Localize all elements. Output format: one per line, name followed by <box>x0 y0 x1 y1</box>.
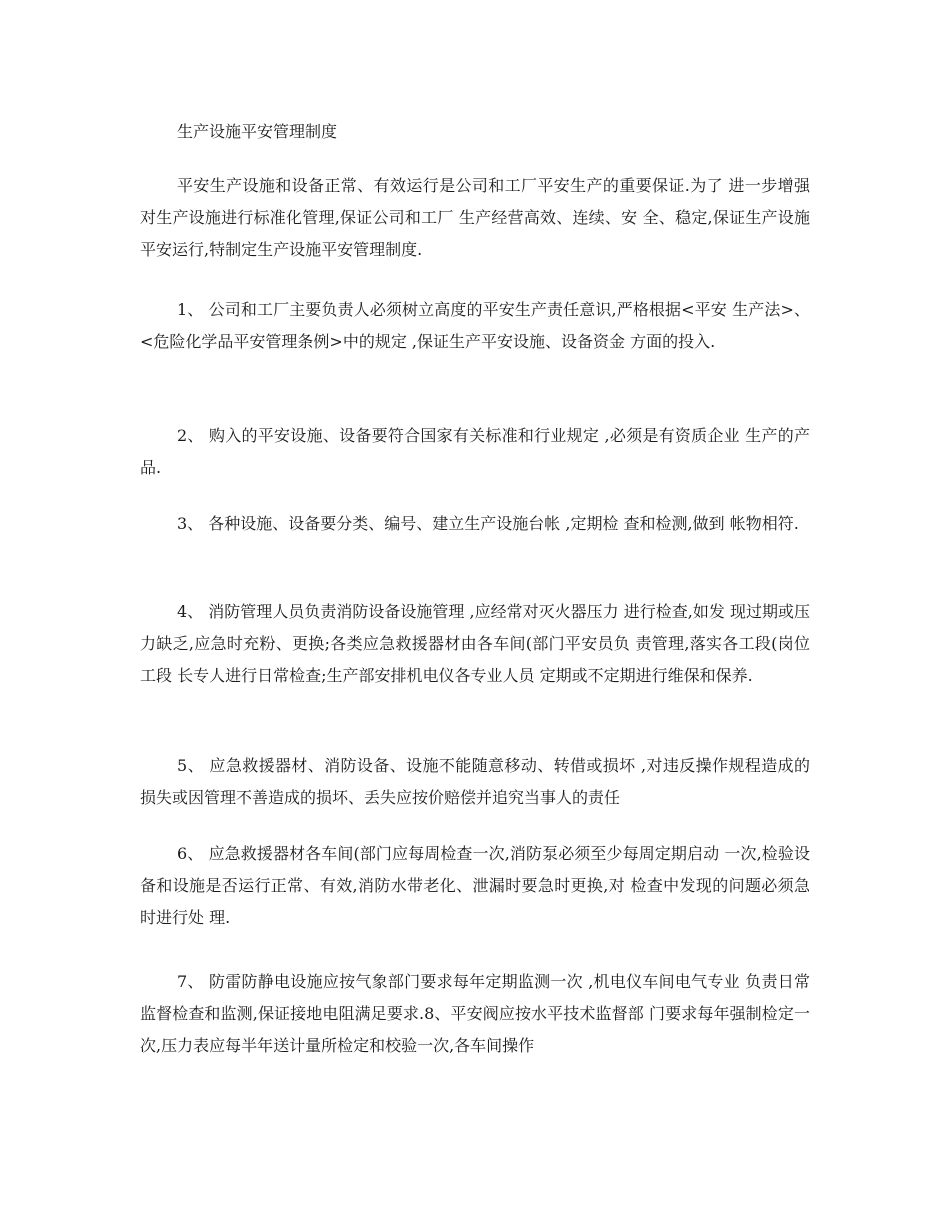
paragraph-item-1: 1、 公司和工厂主要负责人必须树立高度的平安生产责任意识,严格根据<平安 生产法>、<危险化学品平安管理条例>中的规定 ,保证生产平安设施、设备资金 方面的投入. <box>140 300 810 351</box>
paragraph-intro: 平安生产设施和设备正常、有效运行是公司和工厂平安生产的重要保证.为了 进一步增强对生产设施进行标准化管理,保证公司和工厂 生产经营高效、连续、安 全、稳定,保证生产设施平安运行,特制定生产设施平安管理制度. <box>140 176 810 259</box>
paragraph-item-4: 4、 消防管理人员负责消防设备设施管理 ,应经常对灭火器压力 进行检查,如发 现过期或压力缺乏,应急时充粉、更换;各类应急救援器材由各车间(部门平安员负 责管理,落实各工段(岗位工段 长专人进行日常检查;生产部安排机电仪各专业人员 定期或不定期进行维保和保养. <box>140 602 810 685</box>
paragraph-item-7: 7、 防雷防静电设施应按气象部门要求每年定期监测一次 ,机电仪车间电气专业 负责日常监督检查和监测,保证接地电阻满足要求.8、平安阀应按水平技术监督部 门要求每年强制检定一次,压力表应每半年送计量所检定和校验一次,各车间操作 <box>140 972 810 1055</box>
paragraph-item-6: 6、 应急救援器材各车间(部门应每周检查一次,消防泵必须至少每周定期启动 一次,检验设备和设施是否运行正常、有效,消防水带老化、泄漏时要急时更换,对 检查中发现的问题必须急时进行处 理. <box>140 844 810 927</box>
paragraph-item-3: 3、 各种设施、设备要分类、编号、建立生产设施台帐 ,定期检 查和检测,做到 帐物相符. <box>177 514 799 533</box>
paragraph-item-5: 5、 应急救援器材、消防设备、设施不能随意移动、转借或损坏 ,对违反操作规程造成的损失或因管理不善造成的损坏、丢失应按价赔偿并追究当事人的责任 <box>140 756 810 807</box>
document-title: 生产设施平安管理制度 <box>177 122 338 141</box>
paragraph-item-2: 2、 购入的平安设施、设备要符合国家有关标准和行业规定 ,必须是有资质企业 生产的产品. <box>140 426 810 477</box>
